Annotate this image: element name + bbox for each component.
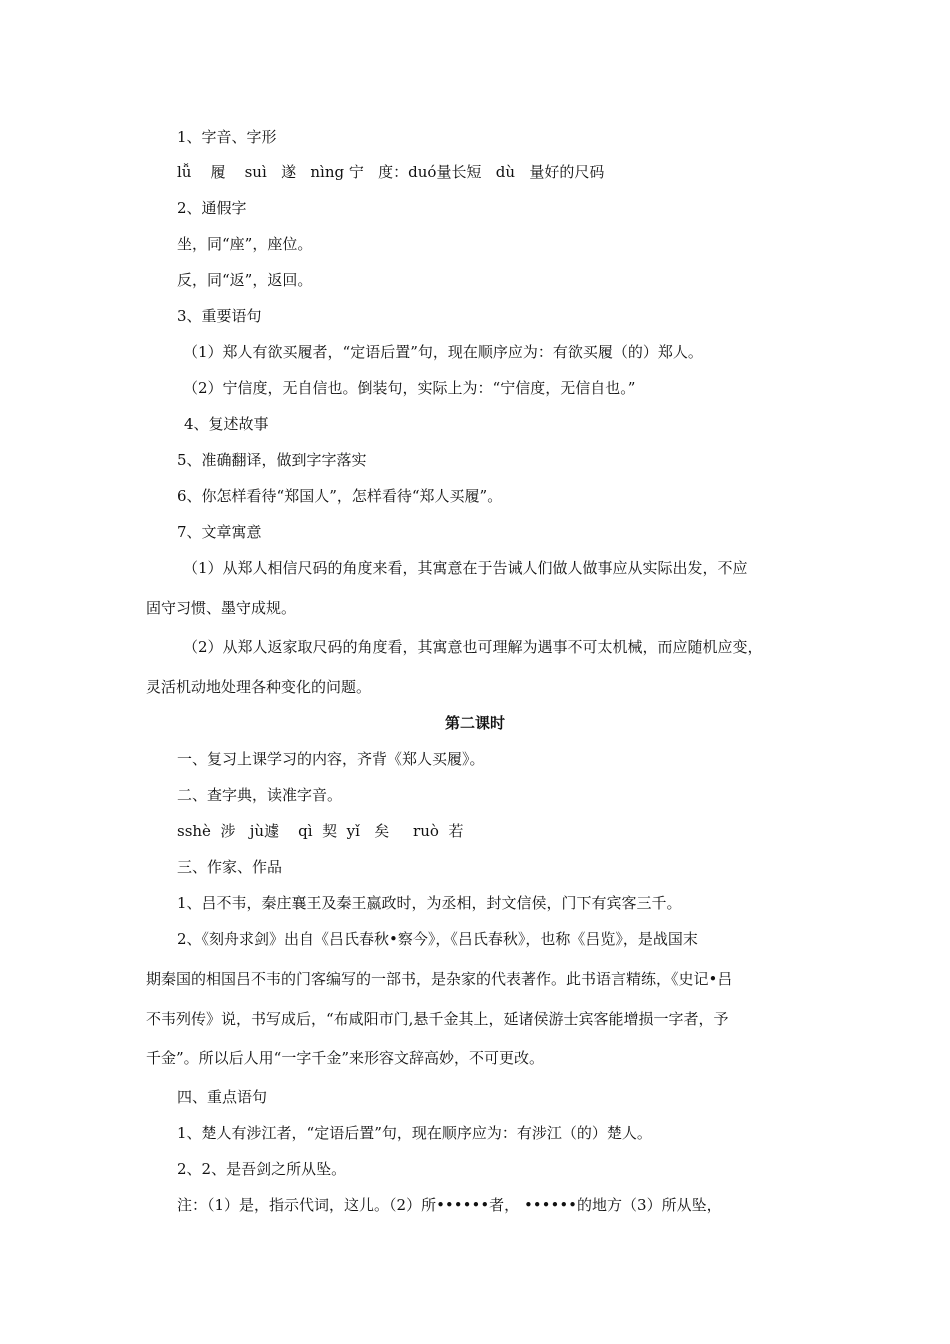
section-heading-tongjia: 2、通假字	[177, 199, 247, 217]
key-sentence-1: 1、楚人有涉江者，“定语后置”句，现在顺序应为：有涉江（的）楚人。	[177, 1124, 652, 1142]
section-heading-key-sentences: 四、重点语句	[177, 1088, 268, 1106]
section-heading-translate: 5、准确翻译，做到字字落实	[177, 451, 367, 469]
section-heading-dictionary: 二、查字典，读准字音。	[177, 786, 343, 804]
section-heading-retell: 4、复述故事	[184, 415, 269, 433]
sentence-item-1: （1）郑人有欲买履者，“定语后置”句，现在顺序应为：有欲买履（的）郑人。	[183, 343, 703, 361]
section-heading-moral: 7、文章寓意	[177, 523, 262, 541]
tongjia-item-zuo: 坐，同“座”，座位。	[177, 235, 313, 253]
note-line: 注：（1）是，指示代词，这儿。（2）所••••••者， ••••••的地方（3）所从坠，	[177, 1196, 722, 1214]
author-item-1: 1、吕不韦，秦庄襄王及秦王嬴政时，为丞相，封文信侯，门下有宾客三千。	[177, 894, 682, 912]
moral-paragraph-1-line-2: 固守习惯、墨守成规。	[146, 599, 297, 617]
section-heading-view: 6、你怎样看待“郑国人”，怎样看待“郑人买履”。	[177, 487, 503, 505]
author-paragraph-line-3: 不韦列传》说，书写成后，“布咸阳市门,悬千金其上，延诸侯游士宾客能增损一字者，予	[146, 1010, 729, 1028]
author-paragraph-line-2: 期秦国的相国吕不韦的门客编写的一部书，是杂家的代表著作。此书语言精练，《史记•吕	[146, 970, 733, 988]
moral-paragraph-2-line-2: 灵活机动地处理各种变化的问题。	[146, 678, 372, 696]
section-heading-author: 三、作家、作品	[177, 858, 283, 876]
key-sentence-2: 2、2、是吾剑之所从坠。	[177, 1160, 347, 1178]
section-heading-pronunciation: 1、字音、字形	[177, 128, 277, 146]
author-paragraph-line-1: 2、《刻舟求剑》出自《吕氏春秋•察今》，《吕氏春秋》，也称《吕览》，是战国末	[177, 930, 698, 948]
author-paragraph-line-4: 千金”。所以后人用“一字千金”来形容文辞高妙，不可更改。	[146, 1049, 545, 1067]
review-line: 一、复习上课学习的内容，齐背《郑人买履》。	[177, 750, 485, 768]
tongjia-item-fan: 反，同“返”，返回。	[177, 271, 313, 289]
section-heading-sentences: 3、重要语句	[177, 307, 262, 325]
moral-paragraph-1-line-1: （1）从郑人相信尺码的角度来看，其寓意在于告诫人们做人做事应从实际出发，不应	[183, 559, 748, 577]
pinyin-line-2: sshè 涉 jù遽 qì 契 yǐ 矣 ruò 若	[177, 822, 464, 840]
sentence-item-2: （2）宁信度，无自信也。倒装句，实际上为：“宁信度，无信自也。”	[183, 379, 636, 397]
pinyin-line: lǚ 履 suì 遂 nìng 宁 度：duó量长短 dù 量好的尺码	[177, 163, 605, 181]
lesson2-title: 第二课时	[444, 714, 505, 732]
moral-paragraph-2-line-1: （2）从郑人返家取尺码的角度看，其寓意也可理解为遇事不可太机械，而应随机应变，	[183, 638, 763, 656]
